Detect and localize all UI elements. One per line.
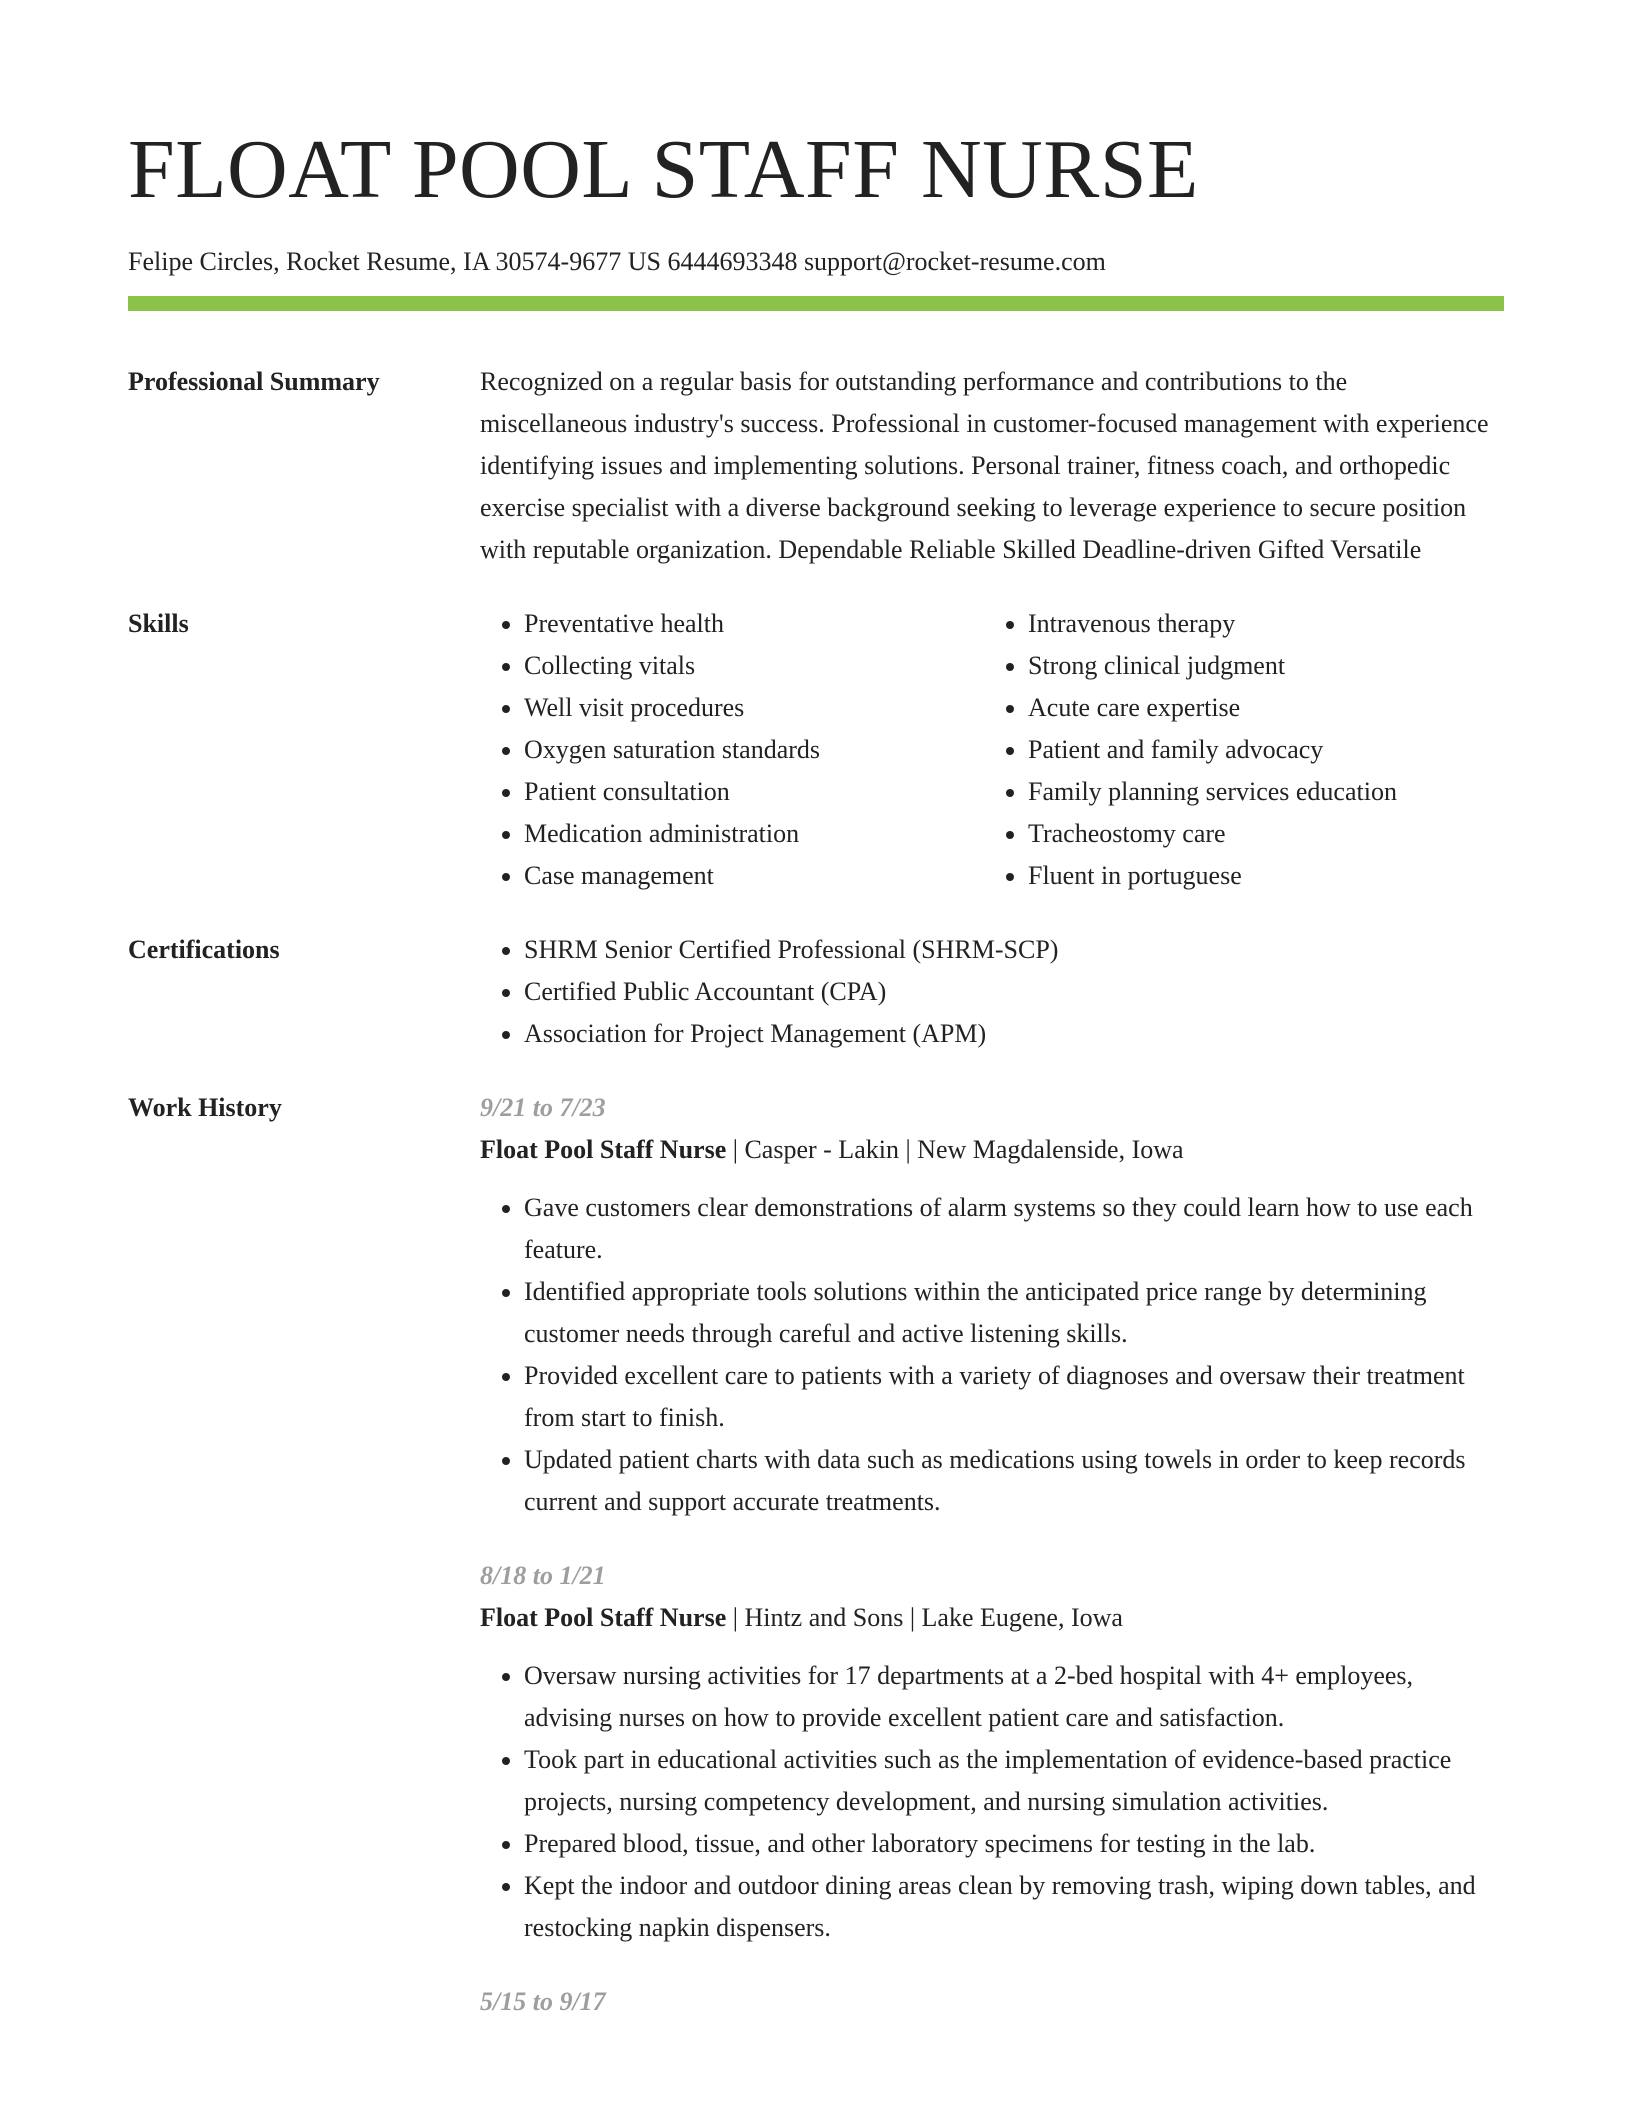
job-title: Float Pool Staff Nurse [480, 1135, 727, 1164]
skills-grid [480, 603, 1504, 897]
work-history-section [128, 1087, 1504, 2023]
skills-section [128, 603, 1504, 897]
certification-item: • Association for Project Management (APM) [524, 1013, 1504, 1055]
job-title-line [480, 1129, 1504, 1171]
work-history-body [480, 1087, 1504, 2023]
job-bullet: • Oversaw nursing activities for 17 departments at a 2-bed hospital with 4+ employees, advising nurses on how to provide excellent patient care and satisfaction. [524, 1655, 1504, 1739]
job-entry [480, 1981, 1504, 2023]
certification-item: • Certified Public Accountant (CPA) [524, 971, 1504, 1013]
skill-item: • Medication administration [524, 813, 984, 855]
job-dates: 9/21 to 7/23 [480, 1093, 606, 1122]
skill-item: • Collecting vitals [524, 645, 984, 687]
header-divider [128, 296, 1504, 311]
job-bullet: • Prepared blood, tissue, and other laboratory specimens for testing in the lab. [524, 1823, 1504, 1865]
summary-text: Recognized on a regular basis for outstanding performance and contributions to the miscellaneous industry's success. Professional in customer-focused management with experience identifying issues and implementing solutions. Personal trainer, fitness coach, and orthopedic exercise specialist with a diverse background seeking to leverage experience to secure position with reputable organization. Dependable Reliable Skilled Deadline-driven Gifted Versatile [480, 367, 1489, 564]
job-title: Float Pool Staff Nurse [480, 1603, 727, 1632]
skills-heading: Skills [128, 609, 189, 638]
skills-list-left [480, 603, 984, 897]
job-bullet: • Updated patient charts with data such as medications using towels in order to keep records current and support accurate treatments. [524, 1439, 1504, 1523]
skill-item: • Family planning services education [1028, 771, 1488, 813]
contact-phone: 6444693348 [667, 247, 798, 276]
job-bullets [480, 1655, 1504, 1949]
summary-section [128, 361, 1504, 571]
job-entry [480, 1555, 1504, 1949]
skill-item: • Case management [524, 855, 984, 897]
job-bullet: • Identified appropriate tools solutions within the anticipated price range by determining customer needs through careful and active listening skills. [524, 1271, 1504, 1355]
job-bullet: • Kept the indoor and outdoor dining areas clean by removing trash, wiping down tables, and restocking napkin dispensers. [524, 1865, 1504, 1949]
skill-item: • Intravenous therapy [1028, 603, 1488, 645]
summary-body [480, 361, 1504, 571]
summary-heading: Professional Summary [128, 367, 380, 396]
contact-email: support@rocket-resume.com [803, 247, 1106, 276]
skill-item: • Patient consultation [524, 771, 984, 813]
certifications-section [128, 929, 1504, 1055]
skill-item: • Patient and family advocacy [1028, 729, 1488, 771]
job-details: | Hintz and Sons | Lake Eugene, Iowa [726, 1603, 1123, 1632]
job-bullet: • Provided excellent care to patients with a variety of diagnoses and oversaw their treatment from start to finish. [524, 1355, 1504, 1439]
job-bullets [480, 1187, 1504, 1523]
skills-list-right [984, 603, 1488, 897]
job-entry [480, 1087, 1504, 1523]
contact-line [128, 246, 1504, 278]
skill-item: • Preventative health [524, 603, 984, 645]
contact-address: Felipe Circles, Rocket Resume, IA 30574-9677 US [128, 247, 661, 276]
skill-item: • Well visit procedures [524, 687, 984, 729]
resume-page [128, 0, 1504, 2023]
work-history-heading: Work History [128, 1093, 282, 1122]
job-dates: 5/15 to 9/17 [480, 1987, 606, 2016]
job-bullet: • Took part in educational activities such as the implementation of evidence-based practice projects, nursing competency development, and nursing simulation activities. [524, 1739, 1504, 1823]
skill-item: • Tracheostomy care [1028, 813, 1488, 855]
skill-item: • Acute care expertise [1028, 687, 1488, 729]
certifications-body [480, 929, 1504, 1055]
certification-item: • SHRM Senior Certified Professional (SHRM-SCP) [524, 929, 1504, 971]
skill-item: • Fluent in portuguese [1028, 855, 1488, 897]
job-title-line [480, 1597, 1504, 1639]
skill-item: • Oxygen saturation standards [524, 729, 984, 771]
job-dates: 8/18 to 1/21 [480, 1561, 606, 1590]
certifications-heading: Certifications [128, 935, 280, 964]
certifications-list [480, 929, 1504, 1055]
resume-name: FLOAT POOL STAFF NURSE [128, 123, 1199, 216]
job-details: | Casper - Lakin | New Magdalenside, Iowa [726, 1135, 1184, 1164]
skill-item: • Strong clinical judgment [1028, 645, 1488, 687]
job-bullet: • Gave customers clear demonstrations of alarm systems so they could learn how to use each feature. [524, 1187, 1504, 1271]
